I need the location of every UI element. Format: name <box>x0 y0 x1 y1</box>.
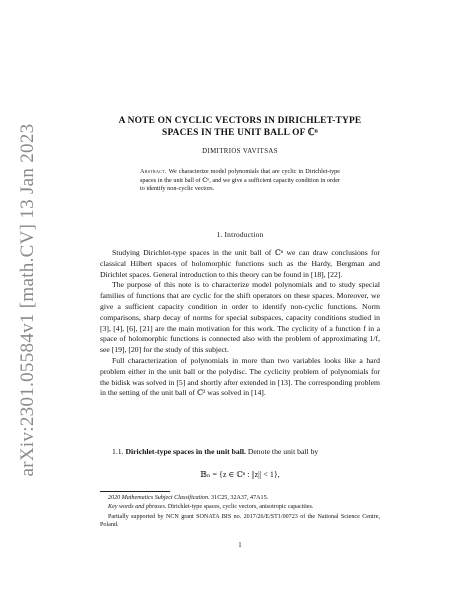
footnote-msc-label: 2020 Mathematics Subject Classification. <box>108 495 210 501</box>
subsection-text: Denote the unit ball by <box>247 447 319 456</box>
subsection <box>100 447 380 458</box>
footnote-keywords-label: Key words and phrases. <box>108 504 167 511</box>
title-line-1: A NOTE ON CYCLIC VECTORS IN DIRICHLET-TYPE <box>118 116 362 126</box>
section-heading: 1. Introduction <box>216 230 264 239</box>
footnote-keywords <box>100 503 380 511</box>
unit-ball-formula: 𝔹ₙ = {z ∈ ℂⁿ : ||z|| < 1}, <box>200 470 280 479</box>
subsection-number: 1.1. <box>112 447 124 456</box>
arxiv-stamp: arXiv:2301.05584v1 [math.CV] 13 Jan 2023 <box>17 123 38 477</box>
paragraph-2: The purpose of this note is to characterize model polynomials and to study special families of functions that are cyclic for the shift operators on these spaces. Moreover, we give a sufficient capacity condition in order to identify non-cyclic functions. Norm comparisons, sharp decay of norms for special subspaces, capacity conditions studied in [3], [4], [6], [21] are the main motivation for this work. The cyclicity of a function f in a space of holomorphic functions is connected also with the problem of approximating 1/f, see [19], [20] for the study of this subject. <box>100 280 380 355</box>
footnote-keywords-text: Dirichlet-type spaces, cyclic vectors, anisotropic capacities. <box>167 504 314 511</box>
abstract-text: We characterize model polynomials that are cyclic in Dirichlet-type spaces in the unit ball of ℂⁿ, and we give a sufficient capacity condition in order to identify non-cyclic vectors. <box>140 168 340 193</box>
abstract <box>140 168 340 194</box>
footnote-grant: Partially supported by NCN grant SONATA BIS no. 2017/26/E/ST1/00723 of the National Science Centre, Poland. <box>100 513 380 528</box>
title-line-2: SPACES IN THE UNIT BALL OF ℂⁿ <box>162 128 318 138</box>
intro-body <box>100 248 380 399</box>
abstract-label: Abstract. <box>140 168 167 175</box>
paragraph-1: Studying Dirichlet-type spaces in the unit ball of ℂⁿ we can draw conclusions for classical Hilbert spaces of holomorphic functions such as the Hardy, Bergman and Dirichlet spaces. General introduction to this theory can be found in [18], [22]. <box>100 248 380 279</box>
author-name: DIMITRIOS VAVITSAS <box>202 148 278 155</box>
page-number: 1 <box>238 542 242 549</box>
paper-title <box>100 115 380 139</box>
footnote-rule <box>100 491 170 492</box>
footnote-msc-codes: 31C25, 32A37, 47A15. <box>211 495 269 501</box>
subsection-title: Dirichlet-type spaces in the unit ball. <box>125 447 246 456</box>
footnote-msc <box>100 494 380 502</box>
subsection-paragraph <box>100 447 380 458</box>
footnotes <box>100 494 380 530</box>
paragraph-3: Full characterization of polynomials in more than two variables looks like a hard problem either in the unit ball or the polydisc. The cyclicity problem of polynomials for the bidisk was solved in [5] and shortly after extended in [13]. The corresponding problem in the setting of the unit ball of ℂ² was solved in [14]. <box>100 355 380 398</box>
